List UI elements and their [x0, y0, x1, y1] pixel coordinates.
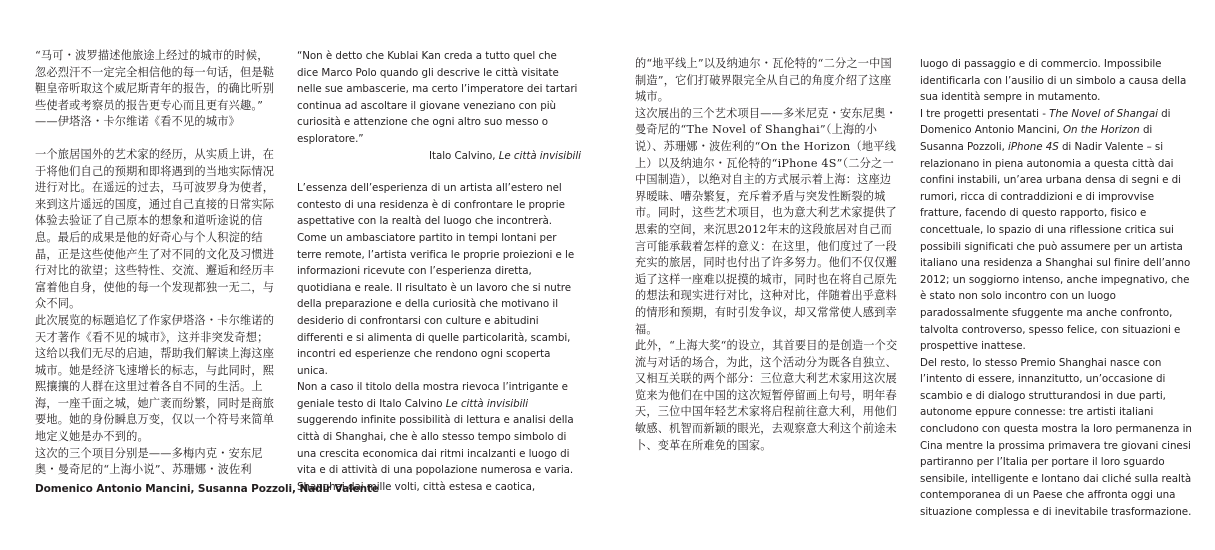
calvino-quote-source-chinese: ——伊塔洛・卡尔维诺《看不见的城市》 — [35, 115, 240, 129]
text-run: I tre progetti presentati - — [920, 107, 1050, 120]
paragraph-continuation-italian: luogo di passaggio e di commercio. Impossibile identificarla con l’ausilio di un simbolo a causa della sua identità sempre in mutamento. — [920, 58, 1190, 104]
paragraph-premio-italian: Del resto, lo stesso Premio Shanghai nasce con l’intento di essere, innanzitutto, un’occasione di scambio e di dialogo strutturandosi in due parti, autonome eppure connesse: tre artisti italiani concludono con questa mostra la loro permanenza in Cina mentre la prossima primavera tre giovani cinesi partiranno per l’Italia per portare il loro sguardo sensibile, intelligente e lontano dai cliché sulla realtà contemporanea di un Paese che affronta oggi una situazione complessa e di inevitabile trasformazione. — [920, 356, 1196, 519]
book-title: Le città invisibili — [445, 397, 529, 410]
project-title: iPhone 4S — [1008, 140, 1059, 153]
paragraph-artist-experience-chinese: 一个旅居国外的艺术家的经历，从实质上讲，在于将他们自己的预期和即将遇到的当地实际情况进行对比。在遥远的过去，马可波罗身为使者，来到这片遥远的国度，通过自己直接的日常实际体验去验证了自己原本的想象和道听途说的信息。最后的成果是他的好奇心与个人积淀的结晶，正是这些使他产生了对不同的文化及习惯进行对比的欲望；这些特性、交流、邂逅和经历丰富着他自身，使他的每一个发现都独一无二，与众不同。 — [35, 147, 275, 311]
calvino-quote-chinese: “马可・波罗描述他旅途上经过的城市的时候，忽必烈汗不一定完全相信他的每一句话，但是鞑靼皇帝听取这个威尼斯青年的报告，的确比听别些使者或考察员的报告更专心而且更有兴趣。” — [35, 49, 275, 112]
paragraph-projects-italian — [920, 106, 1192, 355]
project-title: The Novel of Shangai — [1049, 107, 1158, 120]
chinese-column-left — [35, 48, 275, 479]
paragraph-exhibition-title-chinese: 此次展览的标题追忆了作家伊塔洛・卡尔维诺的天才著作《看不见的城市》，这并非突发奇想；这给以我们无尽的启迪，帮助我们解读上海这座城市。她是经济飞速增长的标志，与此同时，熙熙攘攘的人群在这里过着各自不同的生活。上海，一座千面之城，她广袤而纷繁，同时是商旅要地。她的身份瞬息万变，仅以一个符号来简单地定义她是办不到的。 — [35, 313, 275, 444]
chinese-column-right — [635, 56, 900, 454]
spacer — [297, 164, 581, 180]
calvino-quote-source-italian — [297, 148, 581, 165]
paragraph-artist-experience-italian: L’essenza dell’esperienza di un artista all’estero nel contesto di una residenza è di confrontare le proprie aspettative con la realtà del luogo che incontrerà. Come un ambasciatore partito in tempi lontani per terre remote, l’artista verifica le proprie proiezioni e le informazioni ricevute con l’esperienza diretta, quotidiana e reale. Il risultato è un lavoro che si nutre della preparazione e della curiosità che motivano il desiderio di confrontarsi con culture e abitudini differenti e si alimenta di quelle particolarità, scambi, incontri ed esperienze che rendono ogni scoperta unica. — [297, 182, 578, 377]
authors-footer: Domenico Antonio Mancini, Susanna Pozzoli, Nadir Valente — [35, 483, 379, 495]
paragraph-premio-chinese: 此外，“上海大奖“的设立，其首要目的是创造一个交流与对话的场合，为此，这个活动分为既各自独立、又相互关联的两个部分：三位意大利艺术家用这次展览来为他们在中国的这次短暂停留画上句号，明年春天，三位中国年轻艺术家将启程前往意大利，用他们敏感、机智而新颖的眼光，去观察意大利这个前途未卜、变革在所难免的国家。 — [635, 339, 898, 452]
spacer — [35, 131, 275, 147]
text-run: Non a caso il titolo della mostra rievoca l’intrigante e geniale testo di Italo Calvino — [297, 381, 572, 410]
italian-column-left — [297, 48, 581, 495]
quote-author: Italo Calvino, — [428, 149, 499, 162]
paragraph-projects-chinese: 这次展出的三个艺术项目——多米尼克・安东尼奥・曼奇尼的“The Novel of Shanghai”（上海的小说）、苏珊娜・波佐利的“On the Horizon（地平线上）以及纳迪尔・瓦伦特的“iPhone 4S”（二分之一中国制造），以绝对自主的方式展示着上海：这座边界暧昧、嘈杂繁复，充斥着矛盾与突发性断裂的城市。同时，这些艺术项目，也为意大利艺术家提供了思索的空间，来沉思2012年末的这段旅居对自己而言可能承载着怎样的意义：在这里，他们度过了一段充实的旅居，同时也付出了许多努力。他们不仅仅邂逅了这样一座难以捉摸的城市，同时也在将自己原先的想法和现实进行对比，这种对比，伴随着出乎意料的情形和预期，有时引发争议，却又常常使人感到幸福。 — [635, 106, 897, 336]
paragraph-three-projects-chinese: 这次的三个项目分别是——多梅内克・安东尼奥・曼奇尼的“上海小说”、苏珊娜・波佐利 — [35, 446, 263, 477]
project-title: On the Horizon — [1062, 124, 1140, 137]
calvino-quote-italian: “Non è detto che Kublai Kan creda a tutto quel che dice Marco Polo quando gli descrive le città visitate nelle sue ambascerie, ma certo l’imperatore dei tartari continua ad ascoltare il giovane veneziano con più curiosità e attenzione che ogni altro suo messo o esploratore.” — [297, 50, 581, 145]
italian-column-right — [920, 56, 1196, 521]
paragraph-exhibition-title-italian — [297, 379, 581, 495]
text-run: di Domenico Antonio Mancini, — [920, 107, 1174, 137]
paragraph-continuation-chinese: 的“地平线上”以及纳迪尔・瓦伦特的“二分之一中国制造”，它们打破界限完全从自己的角度介绍了这座城市。 — [635, 57, 892, 104]
text-run: suggerendo infinite possibilità di lettura e analisi della città di Shanghai, che è allo stesso tempo simbolo di una crescita economica dai ritmi incalzanti e luogo di vita e di attività di una popolazione numerosa e varia. Shanghai dai mille volti, città estesa e caotica, — [297, 397, 577, 493]
text-run: di Nadir Valente – si relazionano in piena autonomia a questa città dai confini instabili, un’area urbana densa di segni e di rumori, ricca di contraddizioni e di improvvise fratture, facendo di questo rapporto, fisico e concettuale, lo spazio di una riflessione critica sui possibili significati che può assumere per un artista italiano una residenza a Shanghai sul finire dell’anno 2012; un soggiorno intenso, anche impegnativo, che è stato non solo incontro con un luogo paradossalmente sfuggente ma anche confronto, talvolta controverso, spesso felice, con situazioni e prospettive inattese. — [920, 140, 1194, 353]
quote-book-title: Le città invisibili — [498, 149, 581, 162]
text-run: di Susanna Pozzoli, — [920, 124, 1156, 153]
